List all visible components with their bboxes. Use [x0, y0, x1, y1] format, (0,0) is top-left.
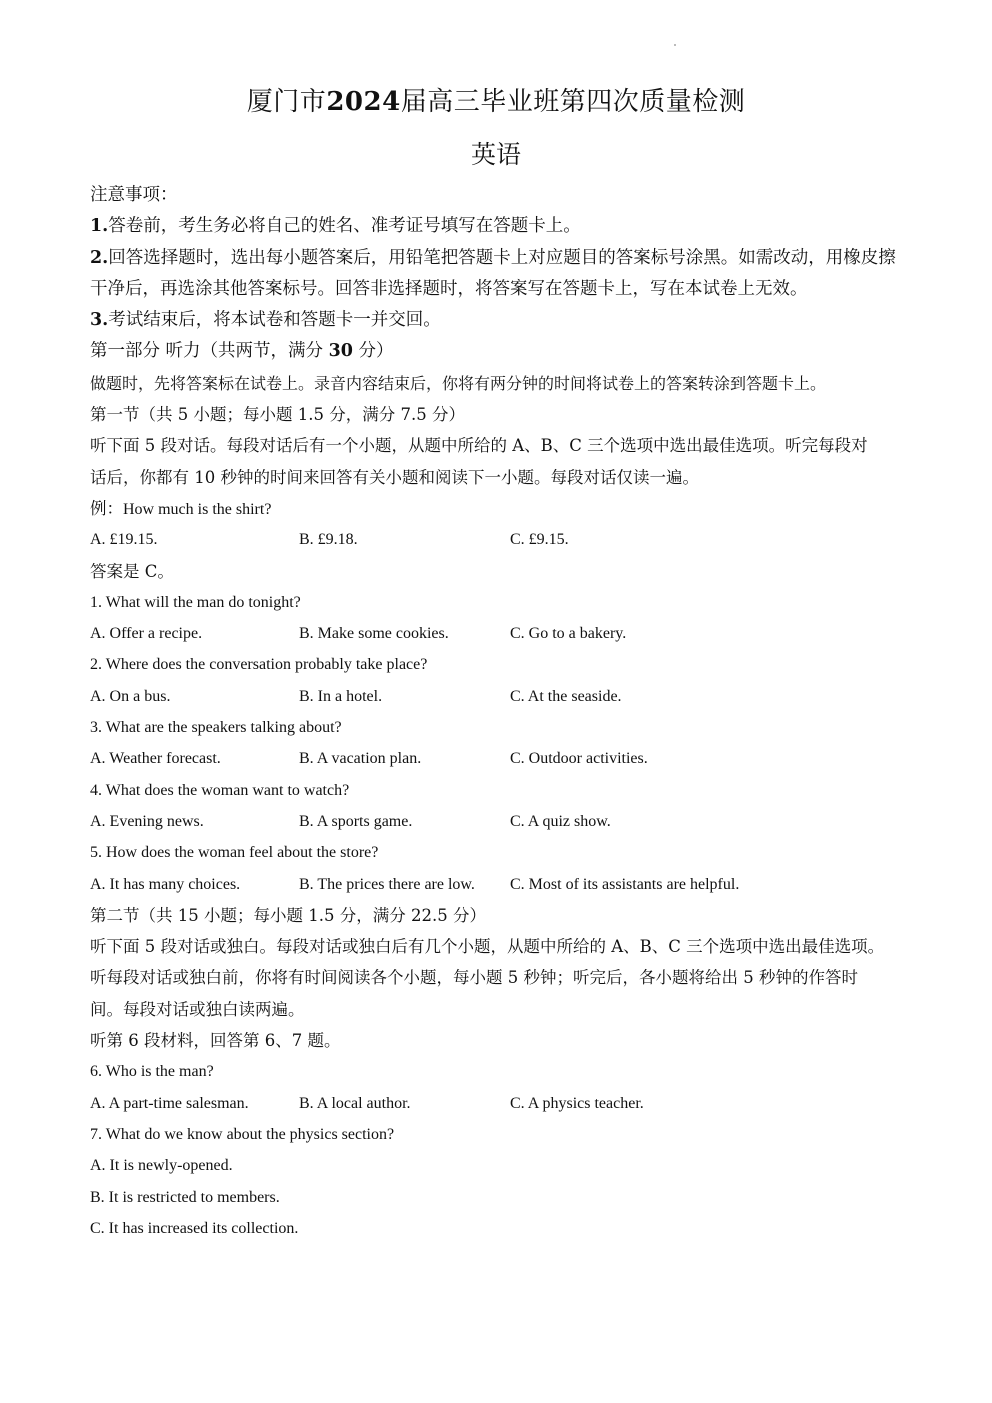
- part1-instruction: 做题时，先将答案标在试卷上。录音内容结束后，你将有两分钟的时间将试卷上的答案转涂到答题卡上。: [90, 373, 827, 393]
- title-suffix: 届高三毕业班第四次质量检测: [400, 87, 746, 117]
- exam-body: [90, 180, 910, 1244]
- part1-heading: 第一部分 听力（共两节，满分 30 分）: [90, 341, 394, 362]
- section1-instruction-2: 话后，你都有 10 秒钟的时间来回答有关小题和阅读下一小题。每段对话仅读一遍。: [90, 467, 699, 487]
- option-a: A. Weather forecast.: [90, 750, 221, 768]
- option-c: C. Outdoor activities.: [510, 750, 648, 768]
- option-a: A. £19.15.: [90, 531, 158, 549]
- question-3-options: [90, 743, 910, 774]
- option-c: C. £9.15.: [510, 531, 569, 549]
- example-question: 例：How much is the shirt?: [90, 498, 272, 518]
- option-b: B. In a hotel.: [299, 687, 383, 705]
- title-prefix: 厦门市: [246, 87, 327, 117]
- option-a: A. Offer a recipe.: [90, 625, 203, 643]
- option-a: A. A part-time salesman.: [90, 1094, 249, 1112]
- option-b: B. A local author.: [299, 1094, 411, 1112]
- option-a: A. Evening news.: [90, 812, 204, 830]
- exam-title: [0, 84, 992, 120]
- question-1: 1. What will the man do tonight?: [90, 593, 301, 611]
- option-c: C. At the seaside.: [510, 687, 622, 705]
- title-year: 2024: [326, 87, 401, 117]
- question-4-options: [90, 806, 910, 837]
- example-answer: 答案是 C。: [90, 561, 174, 581]
- question-7-option-b: B. It is restricted to members.: [90, 1188, 280, 1206]
- option-b: B. £9.18.: [299, 531, 358, 549]
- option-c: C. Most of its assistants are helpful.: [510, 875, 740, 893]
- option-c: C. Go to a bakery.: [510, 625, 627, 643]
- option-b: B. The prices there are low.: [299, 875, 475, 893]
- option-a: A. On a bus.: [90, 687, 171, 705]
- note-item-3: 3.考试结束后，将本试卷和答题卡一并交回。: [90, 310, 441, 331]
- question-5-options: [90, 869, 910, 900]
- question-1-options: [90, 618, 910, 649]
- option-b: B. A vacation plan.: [299, 750, 422, 768]
- section2-heading: 第二节（共 15 小题；每小题 1.5 分，满分 22.5 分）: [90, 905, 486, 925]
- section2-instruction-3: 间。每段对话或独白读两遍。: [90, 999, 305, 1019]
- option-a: A. It has many choices.: [90, 875, 241, 893]
- question-6-options: [90, 1088, 910, 1119]
- scan-speck: [674, 44, 676, 46]
- exam-subject: 英语: [470, 140, 521, 169]
- question-5: 5. How does the woman feel about the store?: [90, 844, 379, 862]
- section1-heading: 第一节（共 5 小题；每小题 1.5 分，满分 7.5 分）: [90, 405, 465, 425]
- section2-instruction-1: 听下面 5 段对话或独白。每段对话或独白后有几个小题，从题中所给的 A、B、C 三个选项中选出最佳选项。: [90, 937, 885, 957]
- question-3: 3. What are the speakers talking about?: [90, 719, 342, 737]
- option-c: C. A physics teacher.: [510, 1094, 644, 1112]
- note-item-2: 2.回答选择题时，选出每小题答案后，用铅笔把答题卡上对应题目的答案标号涂黑。如需改动，用橡皮擦干净后，再选涂其他答案标号。回答非选择题时，将答案写在答题卡上，写在本试卷上无效。: [90, 247, 896, 299]
- option-c: C. A quiz show.: [510, 812, 611, 830]
- question-7-option-a: A. It is newly-opened.: [90, 1157, 233, 1175]
- question-7: 7. What do we know about the physics section?: [90, 1125, 395, 1143]
- option-b: B. A sports game.: [299, 812, 413, 830]
- note-item-1: 1.答卷前，考生务必将自己的姓名、准考证号填写在答题卡上。: [90, 216, 581, 237]
- question-6: 6. Who is the man?: [90, 1063, 214, 1081]
- question-2: 2. Where does the conversation probably take place?: [90, 656, 428, 674]
- question-4: 4. What does the woman want to watch?: [90, 781, 350, 799]
- question-7-option-c: C. It has increased its collection.: [90, 1219, 299, 1237]
- example-options: [90, 524, 910, 555]
- question-2-options: [90, 681, 910, 712]
- section2-instruction-2: 听每段对话或独白前，你将有时间阅读各个小题，每小题 5 秒钟；听完后，各小题将给出 5 秒钟的作答时: [90, 968, 858, 988]
- material-6-label: 听第 6 段材料，回答第 6、7 题。: [90, 1031, 341, 1051]
- section1-instruction-1: 听下面 5 段对话。每段对话后有一个小题，从题中所给的 A、B、C 三个选项中选出最佳选项。听完每段对: [90, 436, 868, 456]
- notes-heading: 注意事项：: [90, 185, 178, 205]
- option-b: B. Make some cookies.: [299, 625, 449, 643]
